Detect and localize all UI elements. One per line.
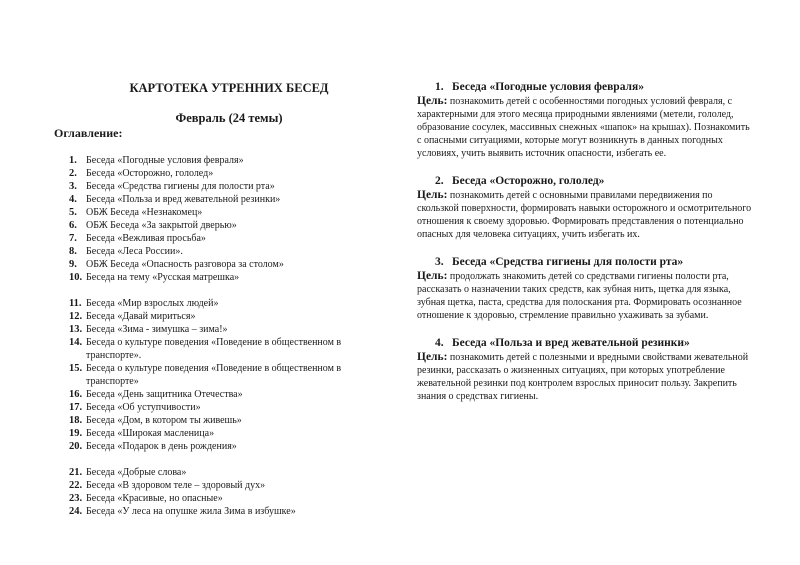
- toc-item: [54, 310, 394, 323]
- topic-section: [417, 80, 752, 160]
- goal-text: продолжать знакомить детей со средствами гигиены полости рта, рассказать о назначении таких средств, как зубная нить, щетка для языка, зубная щетка, паста, средства для полоскания рта. Формировать осознанное отношение к здоровью, стремление правильно ухаживать за зубами.: [417, 271, 742, 321]
- topic-section: [417, 174, 752, 241]
- toc-item-number: 18.: [69, 415, 83, 426]
- topic-number: 2.: [435, 175, 444, 187]
- topic-goal: [417, 351, 752, 403]
- toc-item-text: Беседа «Мир взрослых людей»: [86, 298, 219, 309]
- toc-item-text: ОБЖ Беседа «Незнакомец»: [86, 207, 203, 218]
- toc-item: [54, 505, 394, 518]
- toc-item-number: 1.: [69, 155, 77, 166]
- toc-item: [54, 258, 394, 271]
- toc-item-text: Беседа «Широкая масленица»: [86, 428, 215, 439]
- toc-item-text: ОБЖ Беседа «Опасность разговора за столом»: [86, 259, 284, 270]
- toc-item-number: 16.: [69, 389, 83, 400]
- toc-item: [54, 388, 394, 401]
- toc-item-number: 17.: [69, 402, 83, 413]
- topic-title: [417, 174, 752, 189]
- toc-item-number: 5.: [69, 207, 77, 218]
- toc-item: [54, 180, 394, 193]
- toc-item: [54, 492, 394, 505]
- toc-group-2: [54, 297, 394, 453]
- toc-item-number: 10.: [69, 272, 83, 283]
- toc-item-text: Беседа «У леса на опушке жила Зима в избушке»: [86, 506, 296, 517]
- toc-item-number: 24.: [69, 506, 83, 517]
- topic-section: [417, 255, 752, 322]
- toc-item-text: Беседа «Подарок в день рождения»: [86, 441, 237, 452]
- toc-item-text: Беседа о культуре поведения «Поведение в общественном в транспорте».: [86, 337, 342, 361]
- toc-item-number: 20.: [69, 441, 83, 452]
- toc-item-text: Беседа о культуре поведения «Поведение в общественном в транспорте»: [86, 363, 342, 387]
- toc-item-number: 21.: [69, 467, 83, 478]
- topic-title: [417, 80, 752, 95]
- toc-item: [54, 219, 394, 232]
- toc-item-text: Беседа «Средства гигиены для полости рта»: [86, 181, 275, 192]
- document-title: КАРТОТЕКА УТРЕННИХ БЕСЕД: [129, 81, 329, 95]
- toc-item: [54, 466, 394, 479]
- toc-item-text: Беседа «Красивые, но опасные»: [86, 493, 223, 504]
- topic-section: [417, 336, 752, 403]
- toc-item: [54, 427, 394, 440]
- toc-item-number: 2.: [69, 168, 77, 179]
- topic-number: 1.: [435, 81, 444, 93]
- topic-number: 3.: [435, 256, 444, 268]
- toc-item-text: Беседа «Дом, в котором ты живешь»: [86, 415, 242, 426]
- toc-item: [54, 206, 394, 219]
- toc-item-text: Беседа «В здоровом теле – здоровый дух»: [86, 480, 266, 491]
- toc-item: [54, 401, 394, 414]
- goal-label: Цель:: [417, 189, 448, 201]
- toc-item: [54, 297, 394, 310]
- toc-item-text: Беседа на тему «Русская матрешка»: [86, 272, 240, 283]
- toc-item-number: 19.: [69, 428, 83, 439]
- toc-item-number: 7.: [69, 233, 77, 244]
- toc-group-3: [54, 466, 394, 518]
- topic-title-text: Беседа «Средства гигиены для полости рта»: [452, 256, 684, 268]
- topic-title-text: Беседа «Польза и вред жевательной резинки»: [452, 337, 690, 349]
- goal-text: познакомить детей с особенностями погодных условий февраля, с характерными для этого месяца природными явлениями (метели, гололед, образование сосулек, массивных снежных «шапок» на крышах). Познакомить с опасными ситуациями, которые могут возникнуть в данных погодных условиях, учить выявить источник опасности, избегать ее.: [417, 96, 750, 159]
- toc-item-text: Беседа «Осторожно, гололед»: [86, 168, 214, 179]
- topic-goal: [417, 95, 752, 160]
- topic-goal: [417, 270, 752, 322]
- toc-item-text: Беседа «День защитника Отечества»: [86, 389, 243, 400]
- toc-item: [54, 193, 394, 206]
- toc-item: [54, 323, 394, 336]
- toc-item: [54, 167, 394, 180]
- toc-item-text: Беседа «Погодные условия февраля»: [86, 155, 244, 166]
- toc-item-number: 22.: [69, 480, 83, 491]
- toc-item-number: 11.: [69, 298, 82, 309]
- topic-title-text: Беседа «Осторожно, гололед»: [452, 175, 605, 187]
- toc-item: [54, 245, 394, 258]
- toc-item: [54, 414, 394, 427]
- toc-item-text: Беседа «Зима - зимушка – зима!»: [86, 324, 228, 335]
- toc-item: [54, 232, 394, 245]
- toc-item-number: 4.: [69, 194, 77, 205]
- toc-item: [54, 336, 394, 362]
- toc-item: [54, 440, 394, 453]
- toc-group-1: [54, 154, 394, 284]
- topic-title: [417, 255, 752, 270]
- goal-text: познакомить детей с полезными и вредными свойствами жевательной резинки, рассказать о жизненных ситуациях, при которых употребление жевательной резинки под контролем взрослых приносит пользу. Закрепить знания о средствах гигиены.: [417, 352, 749, 402]
- toc-item: [54, 154, 394, 167]
- topics-column: [417, 80, 752, 417]
- toc-item-text: ОБЖ Беседа «За закрытой дверью»: [86, 220, 237, 231]
- toc-item-text: Беседа «Вежливая просьба»: [86, 233, 206, 244]
- document-subtitle: Февраль (24 темы): [175, 111, 283, 125]
- goal-label: Цель:: [417, 95, 448, 107]
- goal-label: Цель:: [417, 351, 448, 363]
- topic-number: 4.: [435, 337, 444, 349]
- toc-item-number: 12.: [69, 311, 83, 322]
- toc-item-number: 15.: [69, 363, 83, 374]
- toc-item: [54, 362, 394, 388]
- toc-item-text: Беседа «Польза и вред жевательной резинки»: [86, 194, 281, 205]
- topic-goal: [417, 189, 752, 241]
- topic-title-text: Беседа «Погодные условия февраля»: [452, 81, 644, 93]
- goal-label: Цель:: [417, 270, 448, 282]
- toc-item-text: Беседа «Об уступчивости»: [86, 402, 201, 413]
- toc-item-number: 23.: [69, 493, 83, 504]
- toc-item-text: Беседа «Леса России».: [86, 246, 183, 257]
- goal-text: познакомить детей с основными правилами передвижения по скользкой поверхности, формировать навыки осторожного и осмотрительного отношения к своему здоровью. Формировать представления о потенциально опасных для человека ситуациях, учить избегать их.: [417, 190, 752, 240]
- toc-item-number: 6.: [69, 220, 77, 231]
- toc-item-number: 14.: [69, 337, 83, 348]
- toc-item-number: 9.: [69, 259, 77, 270]
- toc-item: [54, 479, 394, 492]
- toc-item: [54, 271, 394, 284]
- table-of-contents-column: [54, 80, 394, 518]
- toc-item-text: Беседа «Добрые слова»: [86, 467, 187, 478]
- toc-item-text: Беседа «Давай мириться»: [86, 311, 196, 322]
- toc-item-number: 13.: [69, 324, 83, 335]
- toc-heading: Оглавление:: [54, 126, 123, 140]
- topic-title: [417, 336, 752, 351]
- toc-item-number: 8.: [69, 246, 77, 257]
- toc-item-number: 3.: [69, 181, 77, 192]
